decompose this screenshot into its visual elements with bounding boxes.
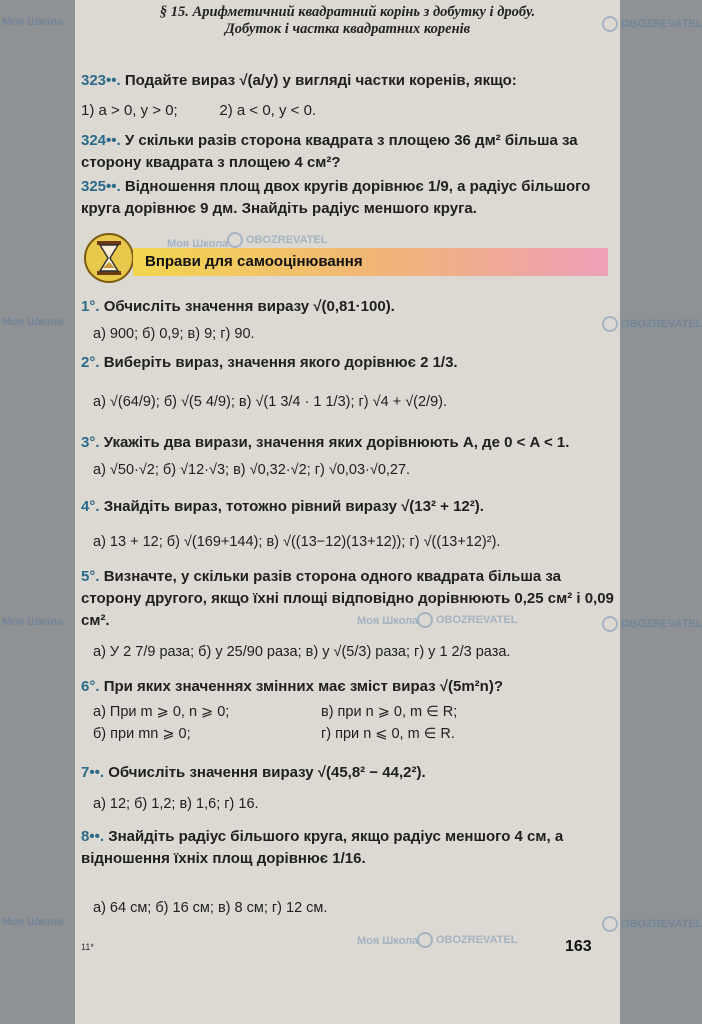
side-watermark [602, 316, 702, 332]
watermark [357, 935, 418, 947]
exercise-text: Знайдіть радіус більшого круга, якщо радіус меншого 4 см, а відношення їхніх площ дорівнює 1/16. [81, 828, 564, 867]
watermark-logo-icon [602, 616, 618, 632]
watermark-brand: Моя Школа [2, 316, 64, 328]
watermark [417, 612, 517, 628]
watermark-logo-icon [417, 612, 433, 628]
watermark-logo-icon [602, 16, 618, 32]
self-assessment-banner [133, 248, 608, 276]
watermark [227, 232, 327, 248]
exercise-1 [81, 296, 616, 318]
side-watermark [602, 616, 702, 632]
watermark-brand: OBOZREVATEL [436, 933, 518, 946]
exercise-6-option-a: а) При m ⩾ 0, n ⩾ 0; [93, 704, 230, 720]
watermark-brand: Моя Школа [357, 615, 419, 627]
exercise-5-options: а) У 2 7/9 раза; б) у 25/90 раза; в) у √(5/3) раза; г) у 1 2/3 раза. [93, 644, 511, 660]
side-watermark [2, 16, 63, 28]
problem-324 [81, 130, 616, 174]
exercise-3-options: а) √50·√2; б) √12·√3; в) √0,32·√2; г) √0,03·√0,27. [93, 462, 411, 478]
exercise-text: При яких значеннях змінних має зміст вираз √(5m²n)? [103, 678, 503, 695]
banner-title: Вправи для самооцінювання [145, 253, 363, 270]
exercise-number: 8••. [81, 828, 105, 845]
watermark-brand: OBOZREVATEL [621, 17, 702, 30]
problem-options: 1) a > 0, y > 0; 2) a < 0, y < 0. [81, 102, 317, 119]
exercise-6-option-b: в) при n ⩾ 0, m ∈ R; [321, 704, 458, 720]
exercise-6-option-d: г) при n ⩽ 0, m ∈ R. [321, 726, 455, 742]
watermark-brand: Моя Школа [2, 16, 64, 28]
watermark-brand: OBOZREVATEL [246, 233, 328, 246]
exercise-text: Обчисліть значення виразу √(45,8² − 44,2²). [108, 764, 426, 781]
watermark-brand: OBOZREVATEL [621, 917, 702, 930]
exercise-6 [81, 676, 616, 698]
watermark-brand: Моя Школа [2, 616, 64, 628]
side-watermark [2, 616, 63, 628]
exercise-8-options: а) 64 см; б) 16 см; в) 8 см; г) 12 см. [93, 900, 328, 916]
side-watermark [2, 316, 63, 328]
exercise-text: Визначте, у скільки разів сторона одного квадрата більша за сторону другого, якщо їхні площі відповідно дорівнюють 0,25 см² і 0,09 см². [81, 568, 614, 629]
exercise-2 [81, 352, 616, 374]
exercise-number: 4°. [81, 498, 100, 515]
exercise-text: Обчисліть значення виразу √(0,81·100). [103, 298, 395, 315]
header-line-2: Добуток і частка квадратних коренів [224, 21, 471, 37]
problem-text: Відношення площ двох кругів дорівнює 1/9, а радіус більшого круга дорівнює 9 дм. Знайдіть радіус меншого круга. [81, 178, 591, 217]
page-number: 163 [565, 938, 592, 955]
watermark-brand: OBOZREVATEL [436, 613, 518, 626]
problem-number: 324••. [81, 132, 121, 149]
problem-323 [81, 70, 616, 92]
exercise-4-options: а) 13 + 12; б) √(169+144); в) √((13−12)(13+12)); г) √((13+12)²). [93, 534, 501, 550]
exercise-number: 6°. [81, 678, 100, 695]
textbook-page [75, 0, 620, 1024]
watermark-brand: OBOZREVATEL [621, 317, 702, 330]
problem-number: 325••. [81, 178, 121, 195]
exercise-3 [81, 432, 616, 454]
watermark [167, 238, 228, 250]
exercise-7-options: а) 12; б) 1,2; в) 1,6; г) 16. [93, 796, 259, 812]
exercise-text: Виберіть вираз, значення якого дорівнює 2 1/3. [103, 354, 458, 371]
exercise-2-options: а) √(64/9); б) √(5 4/9); в) √(1 3/4 · 1 1/3); г) √4 + √(2/9). [93, 394, 448, 410]
exercise-5 [81, 566, 616, 632]
exercise-number: 1°. [81, 298, 100, 315]
exercise-number: 5°. [81, 568, 100, 585]
watermark-logo-icon [602, 916, 618, 932]
problem-text: У скільки разів сторона квадрата з площею 36 дм² більша за сторону квадрата з площею 4 см²? [81, 132, 578, 171]
exercise-number: 2°. [81, 354, 100, 371]
problem-325 [81, 176, 616, 220]
side-watermark [602, 16, 702, 32]
problem-text: Подайте вираз √(a/y) у вигляді частки коренів, якщо: [124, 72, 517, 89]
watermark-logo-icon [417, 932, 433, 948]
exercise-7 [81, 762, 616, 784]
watermark-brand: Моя Школа [167, 238, 229, 250]
watermark-brand: Моя Школа [357, 935, 419, 947]
watermark-logo-icon [227, 232, 243, 248]
hourglass-icon [83, 232, 135, 284]
exercise-number: 7••. [81, 764, 105, 781]
watermark-brand: Моя Школа [2, 916, 64, 928]
problem-323-options [81, 100, 616, 122]
header-line-1: § 15. Арифметичний квадратний корінь з добутку і дробу. [159, 4, 536, 20]
exercise-number: 3°. [81, 434, 100, 451]
problem-number: 323••. [81, 72, 121, 89]
exercise-1-options: а) 900; б) 0,9; в) 9; г) 90. [93, 326, 255, 342]
footer-mark: 11* [81, 942, 94, 952]
exercise-8 [81, 826, 616, 870]
exercise-6-option-c: б) при mn ⩾ 0; [93, 726, 191, 742]
side-watermark [602, 916, 702, 932]
side-watermark [2, 916, 63, 928]
exercise-4 [81, 496, 616, 518]
exercise-text: Знайдіть вираз, тотожно рівний виразу √(13² + 12²). [103, 498, 484, 515]
watermark-brand: OBOZREVATEL [621, 617, 702, 630]
watermark [357, 615, 418, 627]
page-header [75, 4, 620, 38]
exercise-text: Укажіть два вирази, значення яких дорівнюють A, де 0 < A < 1. [103, 434, 570, 451]
watermark-logo-icon [602, 316, 618, 332]
watermark [417, 932, 517, 948]
